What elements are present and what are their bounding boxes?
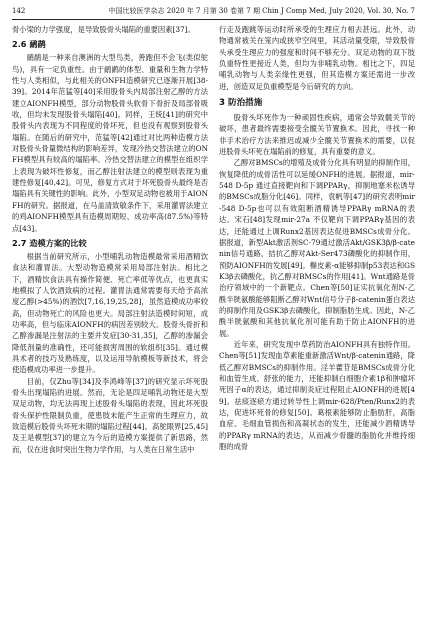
section-heading-2-7: 2.7 造模方案的比较 (12, 237, 87, 248)
two-column-body (12, 24, 415, 455)
paragraph: 行走及跑跳等运动时所承受的生理应力相去甚远。此外，动物通常被关在笼内或狭窄空间里，其活动量受限，导致股骨头承受生理应力的强度和时间不够充分。双足动物的双下肢负重特性更接近人类，但均为非哺乳动物。相比之下，四足哺乳动物与人类亲缘性更强，但其造模方案还需进一步改进，创造双足负重模型是今后研究的方向。 (219, 25, 415, 91)
running-header (12, 7, 415, 20)
paragraph: 鸸鹋是一种来自澳洲的大型鸟类，善跑但不会飞(类似鸵鸟)，具有一定负重性。由于鸸鹋的体型、重量和生物力学特性与人类相似，与此相关的ONFH造模研究已逐渐开展[38-39]。2014年范猛等[40]采用股骨头内局部注射乙醇的方法建立AIONFH模型，部分动物股骨头软骨下骨折及局部骨吸收，但均未发现股骨头塌陷[40]。同样，王统[41]的研究中股骨头内表现为不同程度的骨坏死，但也没有观察到股骨头塌陷。在随后的研究中，范猛等[42]通过对比两种造模方法对股骨头骨量微结构的影响差异，发现冷热交替法建立的ONFH模型具有较高的塌陷率。冷热交替法建立的模型在组织学上表现为破坏性修复，而乙醇注射法建立的模型则表现为重建性修复[40,42]。可见，修复方式对于坏死股骨头最终是否塌陷具有关键性的影响。此外，小型双足动物也被用于AIONFH的研究。据报道，在马盖清致敏条件下，采用灌胃法建立的鸡AIONFH模型具有造模周期短、成功率高(87.5%)等特点[43]。 (12, 53, 208, 233)
paragraph: 骨小梁的力学强度，是导致股骨头塌陷的重要因素[37]。 (12, 25, 195, 34)
paragraph: 根据当前研究所示，小型哺乳动物造模最常采用酒精饮食法和灌胃法。大型动物造模常采用局部注射法。相比之下，酒精饮食法具有操作简便、死亡率低等优点，也更真实地模拟了人饮酒致病的过程。灌胃法通常需要每天给予高浓度乙醇(>45%)的酒饮[7,16,19,25,28]，虽然造模成功率较高，但动物死亡的风险也更大。局部注射法造模时间短，成功率高，但与临床AIONFH的病因差别较大。股骨头骨折和乙醇渗漏是注射法的主要并发症[30-31,35]，乙醇的渗漏会降低剂量的准确性，还可能损害周围的软组织[35]。通过模具术者的技巧及熟练度，以及运用导航模板等新技术，将会使造模成功率进一步提升。 (12, 251, 208, 375)
section-heading-3: 3 防治措施 (219, 98, 263, 109)
paragraph: 近年来，研究发现中草药防治AIONFH具有独特作用。Chen等[51]发现血草素能重新激活Wnt/β-catenin通路，降低乙醇对BMSCs的抑制作用。淫羊藿苷是BMSCs成骨分化和血管生成、舒张的能力，还能抑制白细胞介素1β和肿瘤坏死因子α的表达，通过抑制炎症过程阻止AIONFH的进展[49]。祛痰逐瘀方通过转导性上调mir-628/Pten/Runx2的表达，促进坏死骨的修复[50]。葛根素能够防止脂肪肝，高脂血症、毛细血管损伤和高凝状态的发生，还能减少酒精诱导的PPARγ mRNA的表达，从而减少骨髓的脂肪化并维持细胞的成骨 (219, 339, 415, 452)
paragraph: 股骨头坏死作为一种顽固性疾病，通常会导致髋关节的破坏，患者最终需要接受全髋关节置换术。因此，寻找一种非手术治疗方法来推迟或减少全髋关节置换术的需要，以促进股骨头坏死在塌陷前的修复，具有重要的意义。 (219, 113, 415, 157)
section-heading-2-6: 2.6 鸸鹋 (12, 39, 46, 50)
page-number: 142 (12, 7, 26, 15)
paragraph: 目前，仅Zhu等[34]及李鸿峰等[37]的研究显示坏死股骨头出现塌陷的进展。然而，无论是四足哺乳动物还是大型双足动物，均无法再现上述股骨头塌陷的表现，因此坏死股骨头保护性限制负重，使患肢未能产生正常的生理应力，故致造模后股骨头坏死未期的塌陷过程[44]。高鸵眼界[25,45]及王是模型[37]的建立为今后的造模方案提供了新思路，然而，仅在进食时突出生物力学作用，与人类在日常生活中 (12, 376, 208, 454)
journal-citation: 中国比较医学杂志 2020 年 7 月第 30 卷第 7 期 Chin J Comp Med, July 2020, Vol. 30, No. 7 (108, 7, 415, 15)
left-column (12, 24, 208, 455)
paragraph: 乙醇对BMSCs的增殖及成骨分化具有明显的抑制作用，恢复降低的成骨活性可以延缓ONFH的进展。据报道，mir-548 D-5p 通过直接靶向和下调PPARγ，抑制地塞米松诱导的BMSCs成脂分化[46]。同样，袁帆等[47]的研究表明mir-548 D-5p也可以有效阻断酒精诱导PPARγ mRNA的表达。宋石[48]发现mir-27a 不仅靶向下调PPARγ基因的表达，还能通过上调Runx2基因表达促进BMSCs成骨分化。据报道，新型Akt激活剂SC-79通过激活Akt/GSK3β/β-catenin信号通路，拮抗乙醇对Akt-Ser473磷酸化的抑制作用，预防AIONFH的发展[49]。槲皮素-α能够抑制p53表达和GSK3β去磷酸化，抗乙醇对BMSCs的作用[41]。Wnt通路是骨治疗领域中的一个新靶点。Chen等[50]证实抗氧化剂N-乙酰半胱氨酸能够阻断乙醇对Wnt信号分子β-catenin蛋白表达的抑制作用及GSK3β去磷酸化，抑制脂肪生成。因此，N-乙酰半胱氨酸和其他抗氧化剂可能有助于防止AIONFH的进展。 (219, 158, 415, 338)
right-column (219, 24, 415, 455)
